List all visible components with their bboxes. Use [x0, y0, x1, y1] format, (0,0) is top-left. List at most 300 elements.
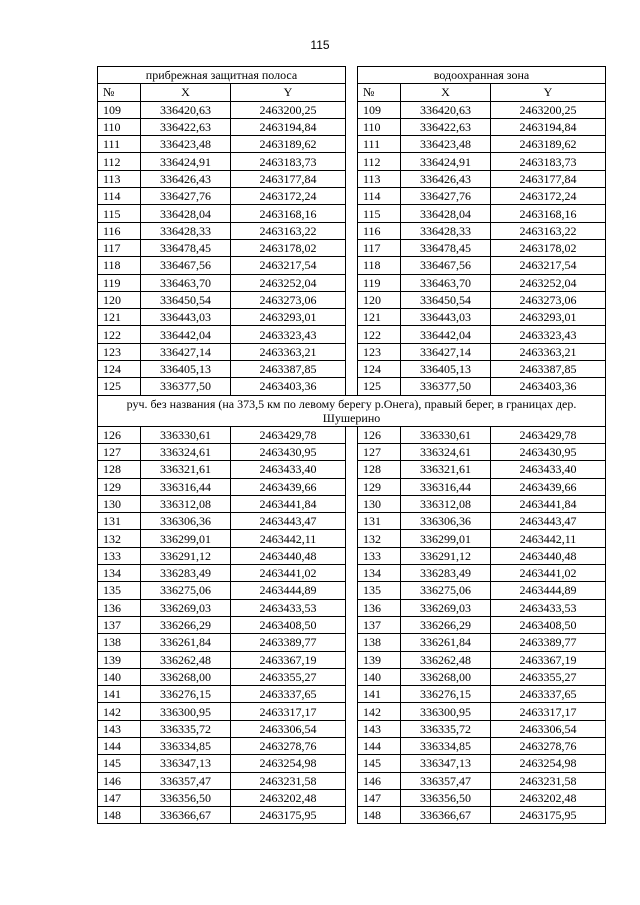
- right-x-value: 336427,14: [401, 343, 491, 360]
- left-point-number: 121: [98, 309, 141, 326]
- column-gap: [346, 703, 358, 720]
- left-y-value: 2463442,11: [231, 530, 346, 547]
- right-point-number: 135: [358, 582, 401, 599]
- group-header-row: [98, 67, 606, 84]
- left-x-value: 336467,56: [141, 257, 231, 274]
- left-y-value: 2463278,76: [231, 737, 346, 754]
- left-x-value: 336300,95: [141, 703, 231, 720]
- right-point-number: 118: [358, 257, 401, 274]
- table-row: [98, 343, 606, 360]
- left-x-value: 336422,63: [141, 118, 231, 135]
- left-x-value: 336262,48: [141, 651, 231, 668]
- left-point-number: 146: [98, 772, 141, 789]
- left-point-number: 139: [98, 651, 141, 668]
- table-row: [98, 530, 606, 547]
- left-y-value: 2463441,02: [231, 565, 346, 582]
- column-gap: [346, 118, 358, 135]
- right-x-value: 336443,03: [401, 309, 491, 326]
- left-y-value: 2463441,84: [231, 495, 346, 512]
- right-y-value: 2463202,48: [491, 789, 606, 806]
- column-gap: [346, 582, 358, 599]
- left-x-value: 336443,03: [141, 309, 231, 326]
- left-point-number: 113: [98, 170, 141, 187]
- column-gap: [346, 495, 358, 512]
- left-point-number: 143: [98, 720, 141, 737]
- left-point-number: 148: [98, 807, 141, 824]
- column-gap: [346, 668, 358, 685]
- column-gap: [346, 807, 358, 824]
- left-y-value: 2463317,17: [231, 703, 346, 720]
- right-x-value: 336422,63: [401, 118, 491, 135]
- left-x-value: 336269,03: [141, 599, 231, 616]
- left-x-value: 336428,33: [141, 222, 231, 239]
- right-x-value: 336405,13: [401, 361, 491, 378]
- right-x-value: 336334,85: [401, 737, 491, 754]
- right-x-value: 336420,63: [401, 101, 491, 118]
- right-x-value: 336426,43: [401, 170, 491, 187]
- right-x-value: 336262,48: [401, 651, 491, 668]
- right-point-number: 141: [358, 686, 401, 703]
- left-no-header: №: [98, 84, 141, 101]
- left-point-number: 135: [98, 582, 141, 599]
- right-point-number: 111: [358, 136, 401, 153]
- right-x-value: 336335,72: [401, 720, 491, 737]
- section-note: руч. без названия (на 373,5 км по левому берегу р.Онега), правый берег, в границах дер. Шушерино: [98, 395, 606, 426]
- table-row: [98, 599, 606, 616]
- table-row: [98, 326, 606, 343]
- right-point-number: 132: [358, 530, 401, 547]
- column-gap: [346, 720, 358, 737]
- left-y-value: 2463163,22: [231, 222, 346, 239]
- table-row: [98, 616, 606, 633]
- table-row: [98, 789, 606, 806]
- table-row: [98, 772, 606, 789]
- right-y-value: 2463433,40: [491, 461, 606, 478]
- right-y-value: 2463389,77: [491, 634, 606, 651]
- left-point-number: 130: [98, 495, 141, 512]
- right-point-number: 109: [358, 101, 401, 118]
- left-x-value: 336366,67: [141, 807, 231, 824]
- right-x-value: 336442,04: [401, 326, 491, 343]
- left-y-value: 2463389,77: [231, 634, 346, 651]
- left-point-number: 109: [98, 101, 141, 118]
- column-gap: [346, 343, 358, 360]
- left-point-number: 120: [98, 291, 141, 308]
- right-y-value: 2463441,84: [491, 495, 606, 512]
- table-row: [98, 101, 606, 118]
- left-x-value: 336299,01: [141, 530, 231, 547]
- right-x-value: 336428,04: [401, 205, 491, 222]
- right-point-number: 145: [358, 755, 401, 772]
- right-y-value: 2463363,21: [491, 343, 606, 360]
- right-point-number: 114: [358, 188, 401, 205]
- left-point-number: 134: [98, 565, 141, 582]
- left-y-value: 2463355,27: [231, 668, 346, 685]
- column-gap: [346, 257, 358, 274]
- right-y-value: 2463194,84: [491, 118, 606, 135]
- left-y-value: 2463367,19: [231, 651, 346, 668]
- left-y-value: 2463273,06: [231, 291, 346, 308]
- left-y-value: 2463444,89: [231, 582, 346, 599]
- column-gap: [346, 651, 358, 668]
- right-y-value: 2463440,48: [491, 547, 606, 564]
- table-row: [98, 309, 606, 326]
- table-row: [98, 547, 606, 564]
- column-gap: [346, 67, 358, 84]
- column-gap: [346, 84, 358, 101]
- column-header-row: [98, 84, 606, 101]
- right-point-number: 127: [358, 443, 401, 460]
- left-x-value: 336450,54: [141, 291, 231, 308]
- table-row: [98, 153, 606, 170]
- right-group-header: водоохранная зона: [358, 67, 606, 84]
- right-point-number: 137: [358, 616, 401, 633]
- left-point-number: 112: [98, 153, 141, 170]
- right-x-value: 336266,29: [401, 616, 491, 633]
- right-y-value: 2463441,02: [491, 565, 606, 582]
- left-y-value: 2463337,65: [231, 686, 346, 703]
- right-point-number: 143: [358, 720, 401, 737]
- left-point-number: 122: [98, 326, 141, 343]
- right-x-value: 336283,49: [401, 565, 491, 582]
- right-x-value: 336356,50: [401, 789, 491, 806]
- left-x-value: 336377,50: [141, 378, 231, 395]
- right-point-number: 136: [358, 599, 401, 616]
- left-x-value: 336405,13: [141, 361, 231, 378]
- right-y-value: 2463231,58: [491, 772, 606, 789]
- right-point-number: 113: [358, 170, 401, 187]
- left-x-value: 336330,61: [141, 426, 231, 443]
- left-point-number: 132: [98, 530, 141, 547]
- table-row: [98, 478, 606, 495]
- left-y-value: 2463403,36: [231, 378, 346, 395]
- column-gap: [346, 136, 358, 153]
- left-y-value: 2463194,84: [231, 118, 346, 135]
- right-y-value: 2463433,53: [491, 599, 606, 616]
- left-x-value: 336424,91: [141, 153, 231, 170]
- left-point-number: 144: [98, 737, 141, 754]
- table-row: [98, 755, 606, 772]
- left-y-value: 2463408,50: [231, 616, 346, 633]
- section-note-row: [98, 395, 606, 426]
- left-y-value: 2463430,95: [231, 443, 346, 460]
- right-y-value: 2463439,66: [491, 478, 606, 495]
- left-y-value: 2463293,01: [231, 309, 346, 326]
- left-x-value: 336423,48: [141, 136, 231, 153]
- right-point-number: 123: [358, 343, 401, 360]
- right-point-number: 128: [358, 461, 401, 478]
- right-point-number: 116: [358, 222, 401, 239]
- right-y-value: 2463430,95: [491, 443, 606, 460]
- column-gap: [346, 547, 358, 564]
- column-gap: [346, 513, 358, 530]
- left-y-value: 2463429,78: [231, 426, 346, 443]
- table-row: [98, 222, 606, 239]
- table-row: [98, 291, 606, 308]
- coordinates-table: [97, 66, 606, 824]
- right-y-value: 2463387,85: [491, 361, 606, 378]
- column-gap: [346, 222, 358, 239]
- left-point-number: 124: [98, 361, 141, 378]
- table-row: [98, 668, 606, 685]
- right-x-value: 336299,01: [401, 530, 491, 547]
- column-gap: [346, 170, 358, 187]
- column-gap: [346, 101, 358, 118]
- right-y-value: 2463355,27: [491, 668, 606, 685]
- table-row: [98, 737, 606, 754]
- table-row: [98, 703, 606, 720]
- right-point-number: 133: [358, 547, 401, 564]
- right-point-number: 125: [358, 378, 401, 395]
- right-x-value: 336377,50: [401, 378, 491, 395]
- left-y-value: 2463440,48: [231, 547, 346, 564]
- right-y-value: 2463306,54: [491, 720, 606, 737]
- left-x-value: 336261,84: [141, 634, 231, 651]
- left-x-value: 336442,04: [141, 326, 231, 343]
- left-point-number: 136: [98, 599, 141, 616]
- right-y-value: 2463429,78: [491, 426, 606, 443]
- right-x-value: 336316,44: [401, 478, 491, 495]
- left-x-value: 336334,85: [141, 737, 231, 754]
- right-y-value: 2463189,62: [491, 136, 606, 153]
- left-x-value: 336427,76: [141, 188, 231, 205]
- right-y-value: 2463323,43: [491, 326, 606, 343]
- left-point-number: 110: [98, 118, 141, 135]
- right-x-value: 336300,95: [401, 703, 491, 720]
- table-row: [98, 426, 606, 443]
- column-gap: [346, 239, 358, 256]
- table-row: [98, 461, 606, 478]
- table-row: [98, 205, 606, 222]
- left-point-number: 128: [98, 461, 141, 478]
- table-row: [98, 582, 606, 599]
- right-y-value: 2463443,47: [491, 513, 606, 530]
- column-gap: [346, 599, 358, 616]
- right-y-header: Y: [491, 84, 606, 101]
- left-point-number: 138: [98, 634, 141, 651]
- right-x-value: 336269,03: [401, 599, 491, 616]
- left-y-value: 2463252,04: [231, 274, 346, 291]
- right-x-value: 336324,61: [401, 443, 491, 460]
- right-y-value: 2463317,17: [491, 703, 606, 720]
- right-point-number: 119: [358, 274, 401, 291]
- left-point-number: 125: [98, 378, 141, 395]
- left-point-number: 114: [98, 188, 141, 205]
- right-x-header: X: [401, 84, 491, 101]
- right-x-value: 336291,12: [401, 547, 491, 564]
- right-point-number: 117: [358, 239, 401, 256]
- right-point-number: 129: [358, 478, 401, 495]
- right-x-value: 336424,91: [401, 153, 491, 170]
- left-x-value: 336283,49: [141, 565, 231, 582]
- table-row: [98, 651, 606, 668]
- right-point-number: 126: [358, 426, 401, 443]
- left-point-number: 111: [98, 136, 141, 153]
- table-row: [98, 274, 606, 291]
- column-gap: [346, 530, 358, 547]
- left-x-value: 336268,00: [141, 668, 231, 685]
- table-row: [98, 634, 606, 651]
- table-row: [98, 118, 606, 135]
- left-y-value: 2463443,47: [231, 513, 346, 530]
- right-point-number: 120: [358, 291, 401, 308]
- right-point-number: 112: [358, 153, 401, 170]
- column-gap: [346, 565, 358, 582]
- table-row: [98, 361, 606, 378]
- column-gap: [346, 772, 358, 789]
- left-point-number: 119: [98, 274, 141, 291]
- right-point-number: 130: [358, 495, 401, 512]
- right-x-value: 336347,13: [401, 755, 491, 772]
- left-point-number: 116: [98, 222, 141, 239]
- table-row: [98, 686, 606, 703]
- right-x-value: 336312,08: [401, 495, 491, 512]
- column-gap: [346, 188, 358, 205]
- left-y-value: 2463363,21: [231, 343, 346, 360]
- left-x-value: 336321,61: [141, 461, 231, 478]
- column-gap: [346, 361, 358, 378]
- right-y-value: 2463273,06: [491, 291, 606, 308]
- left-y-value: 2463189,62: [231, 136, 346, 153]
- left-point-number: 140: [98, 668, 141, 685]
- column-gap: [346, 291, 358, 308]
- left-y-value: 2463433,53: [231, 599, 346, 616]
- left-y-value: 2463306,54: [231, 720, 346, 737]
- right-point-number: 148: [358, 807, 401, 824]
- left-y-value: 2463168,16: [231, 205, 346, 222]
- right-y-value: 2463254,98: [491, 755, 606, 772]
- left-x-value: 336478,45: [141, 239, 231, 256]
- column-gap: [346, 443, 358, 460]
- right-x-value: 336275,06: [401, 582, 491, 599]
- column-gap: [346, 378, 358, 395]
- right-point-number: 146: [358, 772, 401, 789]
- left-x-value: 336427,14: [141, 343, 231, 360]
- right-y-value: 2463178,02: [491, 239, 606, 256]
- right-point-number: 131: [358, 513, 401, 530]
- right-point-number: 115: [358, 205, 401, 222]
- right-x-value: 336467,56: [401, 257, 491, 274]
- left-y-value: 2463217,54: [231, 257, 346, 274]
- left-point-number: 133: [98, 547, 141, 564]
- right-point-number: 138: [358, 634, 401, 651]
- left-x-value: 336316,44: [141, 478, 231, 495]
- column-gap: [346, 478, 358, 495]
- left-x-value: 336426,43: [141, 170, 231, 187]
- right-y-value: 2463337,65: [491, 686, 606, 703]
- right-y-value: 2463177,84: [491, 170, 606, 187]
- table-row: [98, 565, 606, 582]
- left-point-number: 131: [98, 513, 141, 530]
- page-number: 115: [310, 38, 330, 52]
- column-gap: [346, 634, 358, 651]
- right-x-value: 336478,45: [401, 239, 491, 256]
- left-x-value: 336306,36: [141, 513, 231, 530]
- left-y-value: 2463202,48: [231, 789, 346, 806]
- right-x-value: 336276,15: [401, 686, 491, 703]
- left-x-value: 336357,47: [141, 772, 231, 789]
- left-group-header: прибрежная защитная полоса: [98, 67, 346, 84]
- left-point-number: 145: [98, 755, 141, 772]
- column-gap: [346, 686, 358, 703]
- column-gap: [346, 426, 358, 443]
- right-point-number: 139: [358, 651, 401, 668]
- left-x-value: 336312,08: [141, 495, 231, 512]
- left-x-value: 336356,50: [141, 789, 231, 806]
- column-gap: [346, 205, 358, 222]
- left-x-value: 336324,61: [141, 443, 231, 460]
- right-x-value: 336261,84: [401, 634, 491, 651]
- right-x-value: 336423,48: [401, 136, 491, 153]
- column-gap: [346, 274, 358, 291]
- column-gap: [346, 789, 358, 806]
- left-x-value: 336275,06: [141, 582, 231, 599]
- right-x-value: 336450,54: [401, 291, 491, 308]
- left-point-number: 142: [98, 703, 141, 720]
- right-x-value: 336330,61: [401, 426, 491, 443]
- right-y-value: 2463408,50: [491, 616, 606, 633]
- right-no-header: №: [358, 84, 401, 101]
- table-row: [98, 378, 606, 395]
- left-y-value: 2463183,73: [231, 153, 346, 170]
- right-point-number: 122: [358, 326, 401, 343]
- left-point-number: 118: [98, 257, 141, 274]
- column-gap: [346, 153, 358, 170]
- table-row: [98, 239, 606, 256]
- right-point-number: 144: [358, 737, 401, 754]
- right-x-value: 336321,61: [401, 461, 491, 478]
- left-point-number: 137: [98, 616, 141, 633]
- column-gap: [346, 326, 358, 343]
- left-y-value: 2463175,95: [231, 807, 346, 824]
- right-x-value: 336366,67: [401, 807, 491, 824]
- left-y-value: 2463254,98: [231, 755, 346, 772]
- right-y-value: 2463293,01: [491, 309, 606, 326]
- left-y-value: 2463387,85: [231, 361, 346, 378]
- table-row: [98, 443, 606, 460]
- left-x-value: 336335,72: [141, 720, 231, 737]
- column-gap: [346, 755, 358, 772]
- left-x-header: X: [141, 84, 231, 101]
- left-x-value: 336276,15: [141, 686, 231, 703]
- right-y-value: 2463163,22: [491, 222, 606, 239]
- right-point-number: 110: [358, 118, 401, 135]
- right-y-value: 2463183,73: [491, 153, 606, 170]
- left-y-value: 2463439,66: [231, 478, 346, 495]
- column-gap: [346, 461, 358, 478]
- table-row: [98, 257, 606, 274]
- right-point-number: 134: [358, 565, 401, 582]
- left-point-number: 115: [98, 205, 141, 222]
- right-y-value: 2463200,25: [491, 101, 606, 118]
- left-y-value: 2463200,25: [231, 101, 346, 118]
- left-point-number: 127: [98, 443, 141, 460]
- left-x-value: 336463,70: [141, 274, 231, 291]
- left-y-value: 2463323,43: [231, 326, 346, 343]
- left-x-value: 336347,13: [141, 755, 231, 772]
- table-row: [98, 188, 606, 205]
- right-x-value: 336428,33: [401, 222, 491, 239]
- left-point-number: 129: [98, 478, 141, 495]
- left-y-value: 2463177,84: [231, 170, 346, 187]
- left-y-value: 2463433,40: [231, 461, 346, 478]
- right-y-value: 2463175,95: [491, 807, 606, 824]
- right-x-value: 336268,00: [401, 668, 491, 685]
- right-point-number: 142: [358, 703, 401, 720]
- right-y-value: 2463172,24: [491, 188, 606, 205]
- left-x-value: 336420,63: [141, 101, 231, 118]
- left-point-number: 123: [98, 343, 141, 360]
